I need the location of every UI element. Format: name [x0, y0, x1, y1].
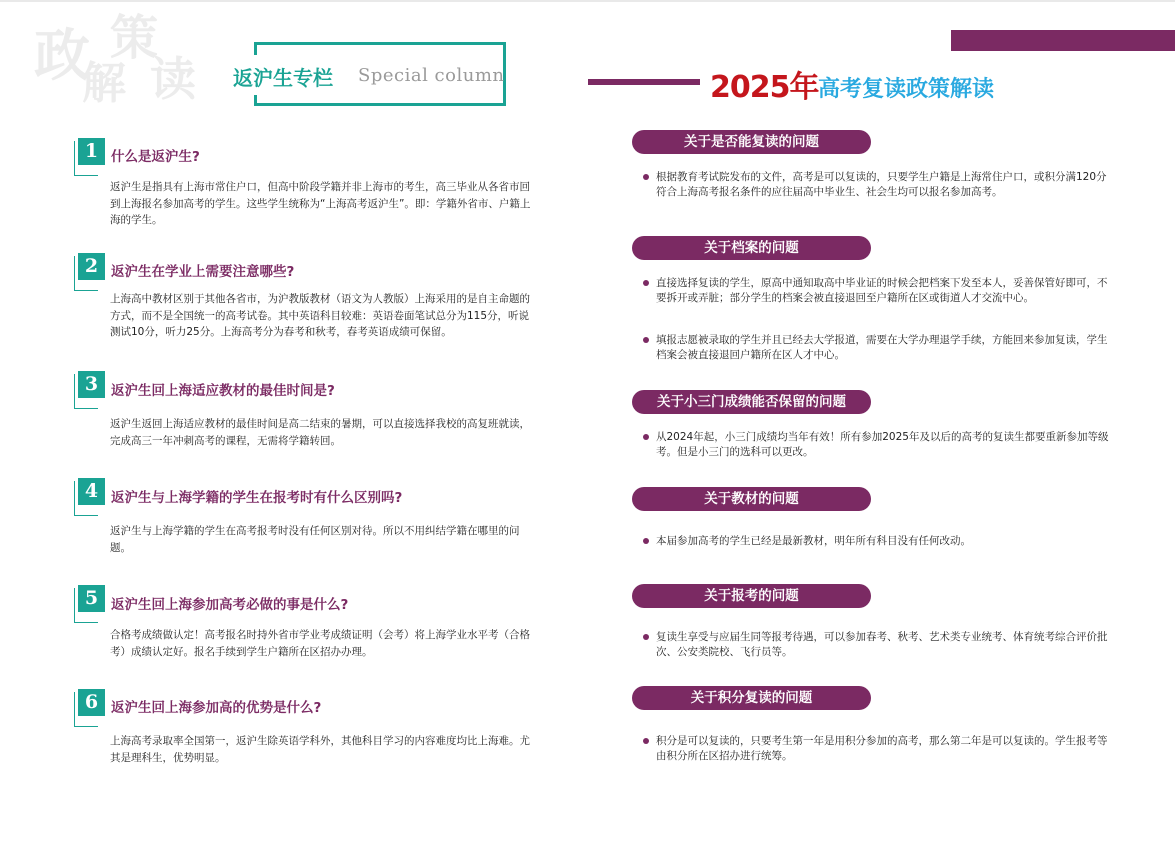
section-heading-pill: 关于档案的问题	[632, 236, 871, 260]
question-number-badge: 4	[78, 478, 105, 505]
watermark-char-3: 解	[82, 58, 126, 109]
section-item: 从2024年起，小三门成绩均当年有效！所有参加2025年及以后的高考的复读生都要重新参加等级考。但是小三门的选科可以更改。	[656, 431, 1109, 458]
bullet-dot	[643, 634, 649, 640]
bullet-dot	[643, 538, 649, 544]
section-item: 本届参加高考的学生已经是最新教材，明年所有科目没有任何改动。	[656, 535, 971, 547]
watermark-char-2: 策	[110, 10, 159, 66]
bullet-dot	[643, 174, 649, 180]
special-column-title: 返沪生专栏	[233, 66, 333, 90]
question-title: 什么是返沪生?	[111, 149, 200, 165]
section-heading-pill: 关于教材的问题	[632, 487, 871, 511]
question-answer: 上海高中教材区别于其他各省市，为沪教版教材（语文为人教版）上海采用的是自主命题的方式，而不是全国统一的高考试卷。其中英语科目较难：英语卷面笔试总分为115分，听说测试10分，听力25分。上海高考分为春考和秋考，春考英语成绩可保留。	[110, 293, 530, 338]
question-title: 返沪生回上海适应教材的最佳时间是?	[111, 383, 335, 399]
section-heading-pill: 关于是否能复读的问题	[632, 130, 871, 154]
question-number-badge: 5	[78, 585, 105, 612]
section-heading-pill: 关于积分复读的问题	[632, 686, 871, 710]
header-year: 2025年	[710, 70, 819, 105]
question-title: 返沪生与上海学籍的学生在报考时有什么区别吗?	[111, 490, 403, 506]
special-column-subtitle: Special column	[358, 65, 505, 86]
top-divider	[0, 0, 1175, 2]
section-item: 根据教育考试院发布的文件，高考是可以复读的，只要学生户籍是上海常住户口，或积分满120分符合上海高考报名条件的应往届高中毕业生、社会生均可以报名参加高考。	[656, 171, 1107, 198]
question-number-badge: 6	[78, 689, 105, 716]
question-answer: 上海高考录取率全国第一，返沪生除英语学科外，其他科目学习的内容难度均比上海难。尤其是理科生，优势明显。	[110, 735, 530, 764]
bullet-dot	[643, 337, 649, 343]
question-title: 返沪生回上海参加高考必做的事是什么?	[111, 597, 349, 613]
question-answer: 返沪生是指具有上海市常住户口，但高中阶段学籍并非上海市的考生，高三毕业从各省市回到上海报名参加高考的学生。这些学生统称为“上海高考返沪生”。即：学籍外省市、户籍上海的学生。	[110, 181, 531, 226]
question-number-badge: 3	[78, 371, 105, 398]
header-accent-line	[588, 79, 700, 85]
section-heading-pill: 关于报考的问题	[632, 584, 871, 608]
section-item: 复读生享受与应届生同等报考待遇，可以参加春考、秋考、艺术类专业统考、体育统考综合评价批次、公安类院校、飞行员等。	[656, 631, 1108, 658]
section-item: 积分是可以复读的，只要考生第一年是用积分参加的高考，那么第二年是可以复读的。学生报考等由积分所在区招办进行统筹。	[656, 735, 1108, 762]
question-number-badge: 2	[78, 253, 105, 280]
question-answer: 返沪生返回上海适应教材的最佳时间是高二结束的暑期，可以直接选择我校的高复班就读，完成高三一年冲刺高考的课程，无需将学籍转回。	[110, 418, 530, 447]
watermark-char-4: 读	[150, 52, 196, 106]
question-answer: 合格考成绩做认定！高考报名时持外省市学业考成绩证明（会考）将上海学业水平考（合格考）成绩认定好。报名手续到学生户籍所在区招办办理。	[110, 629, 530, 658]
section-item: 填报志愿被录取的学生并且已经去大学报道，需要在大学办理退学手续，方能回来参加复读，学生档案会被直接退回户籍所在区人才中心。	[656, 334, 1108, 361]
section-heading-pill: 关于小三门成绩能否保留的问题	[632, 390, 871, 414]
question-number-badge: 1	[78, 138, 105, 165]
header-title: 高考复读政策解读	[818, 77, 995, 102]
question-answer: 返沪生与上海学籍的学生在高考报考时没有任何区别对待。所以不用纠结学籍在哪里的问题。	[110, 525, 520, 554]
watermark-char-1: 政	[34, 23, 90, 89]
bullet-dot	[643, 738, 649, 744]
header-accent-bar	[951, 30, 1175, 51]
section-item: 直接选择复读的学生，原高中通知取高中毕业证的时候会把档案下发至本人，妥善保管好即可，不要拆开或弄脏；部分学生的档案会被直接退回至户籍所在区或街道人才交流中心。	[656, 277, 1108, 304]
question-title: 返沪生回上海参加高的优势是什么?	[111, 700, 322, 716]
bullet-dot	[643, 434, 649, 440]
bullet-dot	[643, 280, 649, 286]
question-title: 返沪生在学业上需要注意哪些?	[111, 264, 295, 280]
